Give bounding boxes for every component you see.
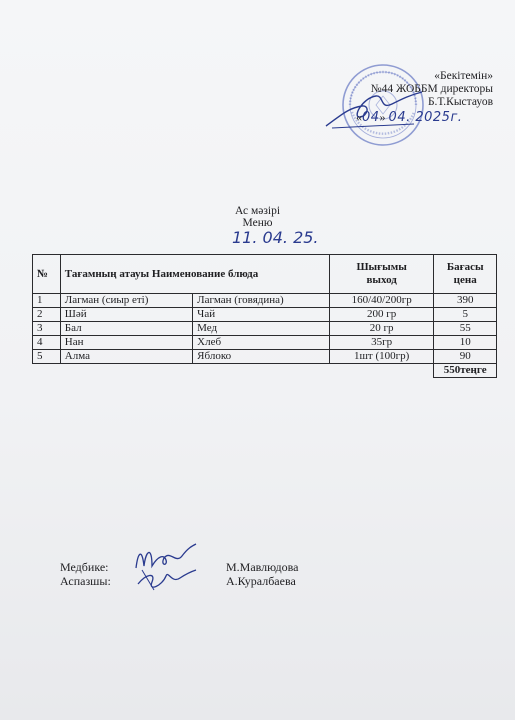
table-row: 5 Алма Яблоко 1шт (100гр) 90 — [33, 350, 497, 364]
menu-title-ru: Меню — [242, 217, 273, 229]
menu-date: 11. 04. 25. — [232, 228, 319, 247]
approval-date-day: 04 — [362, 110, 380, 125]
table-row: 1 Лагман (сиыр еті) Лагман (говядина) 160/40/200гр 390 — [33, 294, 497, 308]
header-output: Шығымы выход — [329, 255, 433, 294]
total-price: 550теңге — [434, 364, 497, 378]
menu-title-kk: Ас мәзірі — [234, 205, 281, 217]
approval-date-year: 04. 2025г. — [388, 110, 463, 125]
menu-table — [32, 254, 497, 378]
cook-signature-row — [60, 574, 360, 588]
cook-name: А.Куралбаева — [226, 574, 296, 588]
cook-role: Аспазшы: — [60, 574, 111, 588]
approval-date: «04» 04. 2025г. — [356, 110, 463, 125]
nurse-role: Медбике: — [60, 560, 109, 574]
approval-heading: «Бекітемін» — [434, 70, 493, 82]
approval-director-name: Б.Т.Кыстауов — [427, 96, 493, 108]
header-dish-name: Тағамның атауы Наименование блюда — [60, 255, 329, 294]
nurse-signature-row — [60, 560, 360, 574]
header-price: Бағасы цена — [434, 255, 497, 294]
table-row: 4 Нан Хлеб 35гр 10 — [33, 336, 497, 350]
table-total-row — [33, 364, 497, 378]
table-row: 2 Шәй Чай 200 гр 5 — [33, 308, 497, 322]
approval-position: №44 ЖОББМ директоры — [370, 83, 493, 95]
signature-block — [60, 560, 360, 588]
header-number: № — [33, 255, 61, 294]
table-row: 3 Бал Мед 20 гр 55 — [33, 322, 497, 336]
table-header-row — [33, 255, 497, 294]
nurse-name: М.Мавлюдова — [226, 560, 299, 574]
cook-signature — [132, 564, 202, 594]
